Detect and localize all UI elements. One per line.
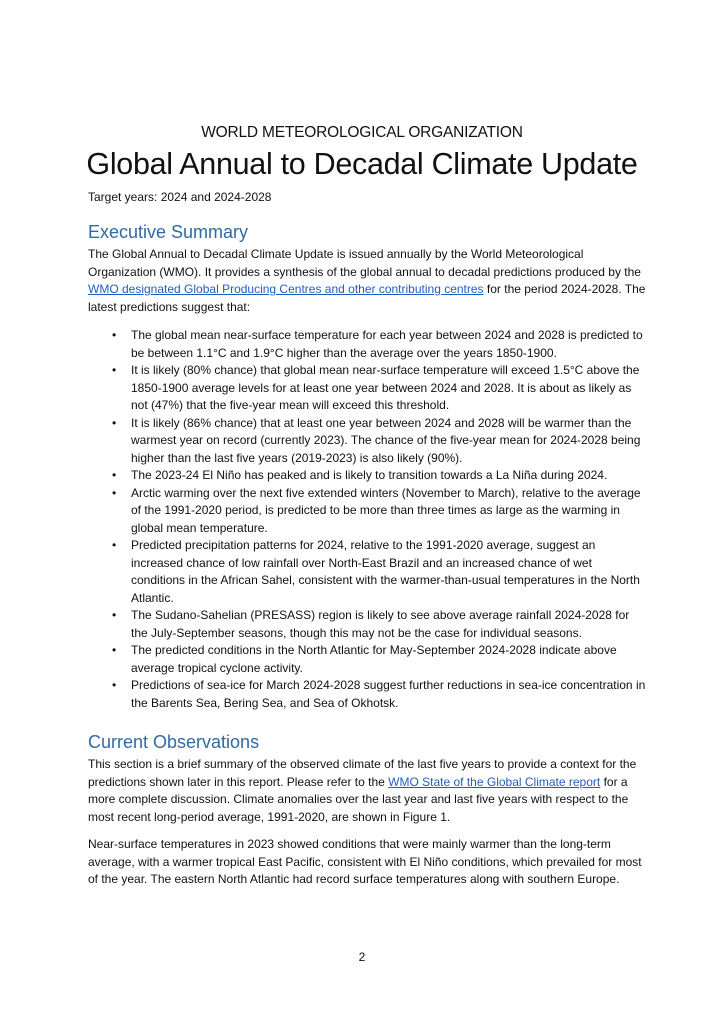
executive-summary-intro — [88, 246, 648, 316]
gpc-link[interactable]: WMO designated Global Producing Centres and other contributing centres — [88, 282, 484, 296]
current-observations-heading: Current Observations — [88, 732, 260, 752]
list-item-text: Predictions of sea-ice for March 2024-2028 suggest further reductions in sea-ice concentration in the Barents Sea, Bering Sea, and Sea of Okhotsk. — [131, 678, 646, 710]
bullet-icon: • — [112, 363, 117, 377]
bullet-icon: • — [112, 328, 117, 342]
bullet-icon: • — [112, 678, 117, 692]
state-of-climate-link[interactable]: WMO State of the Global Climate report — [388, 774, 601, 789]
list-item — [88, 537, 648, 607]
obs-text-start: This section is a brief summary of the observed climate of the last five years to provide a context for the predictions shown later in this report. Please refer to the — [88, 757, 637, 789]
list-item-text: The 2023-24 El Niño has peaked and is likely to transition towards a La Niña during 2024. — [131, 468, 608, 482]
list-item — [88, 467, 648, 485]
bullet-icon: • — [112, 468, 117, 482]
observations-paragraph-2: Near-surface temperatures in 2023 showed conditions that were mainly warmer than the long-term average, with a warmer tropical East Pacific, consistent with El Niño conditions, which prevailed for most of the year. The eastern North Atlantic had record surface temperatures along with southern Europe. — [88, 837, 642, 886]
list-item — [88, 642, 648, 677]
list-item-text: It is likely (80% chance) that global mean near-surface temperature will exceed 1.5°C above the 1850-1900 average levels for at least one year between 2024 and 2028. It is about as likely as not (47%) that the five-year mean will exceed this threshold. — [131, 363, 640, 412]
bullet-icon: • — [112, 643, 117, 657]
list-item — [88, 327, 648, 362]
observations-paragraph-1 — [88, 756, 648, 826]
list-item — [88, 677, 648, 712]
list-item — [88, 607, 648, 642]
list-item-text: The predicted conditions in the North Atlantic for May-September 2024-2028 indicate above average tropical cyclone activity. — [131, 643, 617, 675]
list-item-text: It is likely (86% chance) that at least one year between 2024 and 2028 will be warmer than the warmest year on record (currently 2023). The chance of the five-year mean for 2024-2028 being higher than the last five years (2019-2023) is also likely (90%). — [131, 415, 641, 465]
list-item — [88, 485, 648, 538]
summary-bullet-list — [88, 327, 648, 712]
list-item-text: Predicted precipitation patterns for 2024, relative to the 1991-2020 average, suggest an increased chance of low rainfall over North-East Brazil and an increased chance of wet conditions in the African Sahel, consistent with the warmer-than-usual temperatures in the North Atlantic. — [131, 538, 640, 605]
target-years: Target years: 2024 and 2024-2028 — [88, 190, 272, 204]
executive-summary-heading: Executive Summary — [88, 222, 249, 242]
list-item — [88, 415, 648, 468]
document-title: Global Annual to Decadal Climate Update — [86, 147, 638, 181]
bullet-icon: • — [112, 538, 117, 552]
list-item-text: The global mean near-surface temperature for each year between 2024 and 2028 is predicted to be between 1.1°C and 1.9°C higher than the average over the years 1850-1900. — [131, 328, 643, 360]
list-item-text: Arctic warming over the next five extended winters (November to March), relative to the average of the 1991-2020 period, is predicted to be more than three times as large as the warming in global mean temperature. — [131, 485, 641, 535]
bullet-icon: • — [112, 485, 117, 500]
intro-text-end: for the period 2024-2028. The latest predictions suggest that: — [88, 282, 646, 314]
list-item-text: The Sudano-Sahelian (PRESASS) region is likely to see above average rainfall 2024-2028 for the July-September seasons, though this may not be the case for individual seasons. — [131, 608, 630, 640]
obs-text-end: for a more complete discussion. Climate anomalies over the last year and last five years with respect to the most recent long-period average, 1991-2020, are shown in Figure 1. — [88, 774, 629, 824]
bullet-icon: • — [112, 608, 117, 622]
intro-text-start: The Global Annual to Decadal Climate Update is issued annually by the World Meteorological Organization (WMO). It provides a synthesis of the global annual to decadal predictions produced by the — [88, 247, 641, 279]
organization-name: WORLD METEOROLOGICAL ORGANIZATION — [201, 124, 523, 141]
page-number: 2 — [358, 950, 366, 964]
list-item — [88, 362, 648, 415]
bullet-icon: • — [112, 415, 117, 430]
